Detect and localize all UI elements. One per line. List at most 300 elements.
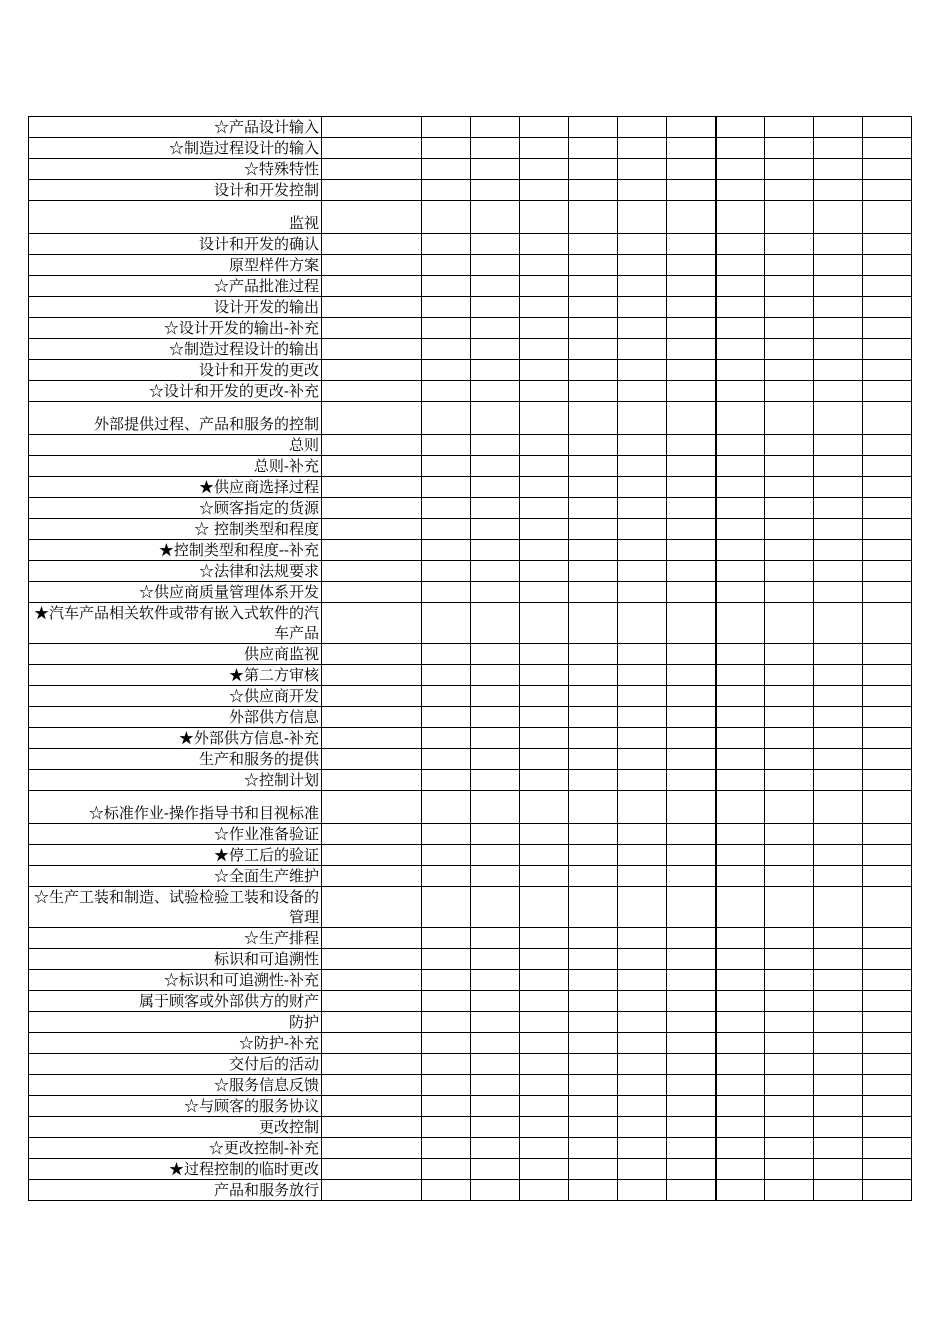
matrix-cell[interactable] xyxy=(716,435,765,456)
matrix-cell[interactable] xyxy=(618,887,667,928)
matrix-cell[interactable] xyxy=(422,686,471,707)
matrix-cell[interactable] xyxy=(716,1117,765,1138)
matrix-cell[interactable] xyxy=(765,159,814,180)
matrix-cell[interactable] xyxy=(618,686,667,707)
matrix-cell[interactable] xyxy=(814,159,863,180)
matrix-cell[interactable] xyxy=(667,1075,716,1096)
matrix-cell[interactable] xyxy=(569,665,618,686)
matrix-cell[interactable] xyxy=(765,1012,814,1033)
matrix-cell[interactable] xyxy=(716,749,765,770)
matrix-cell[interactable] xyxy=(863,561,912,582)
matrix-cell[interactable] xyxy=(471,234,520,255)
matrix-cell[interactable] xyxy=(471,138,520,159)
matrix-cell[interactable] xyxy=(422,1180,471,1201)
matrix-cell[interactable] xyxy=(814,1096,863,1117)
matrix-cell[interactable] xyxy=(667,339,716,360)
matrix-cell[interactable] xyxy=(422,540,471,561)
matrix-cell[interactable] xyxy=(765,477,814,498)
matrix-cell[interactable] xyxy=(814,991,863,1012)
matrix-cell[interactable] xyxy=(863,234,912,255)
matrix-cell[interactable] xyxy=(618,991,667,1012)
matrix-cell[interactable] xyxy=(863,728,912,749)
matrix-cell[interactable] xyxy=(569,582,618,603)
matrix-cell[interactable] xyxy=(422,456,471,477)
matrix-cell[interactable] xyxy=(765,1075,814,1096)
matrix-cell[interactable] xyxy=(667,1138,716,1159)
matrix-cell[interactable] xyxy=(422,991,471,1012)
matrix-cell[interactable] xyxy=(765,1054,814,1075)
matrix-cell[interactable] xyxy=(716,582,765,603)
matrix-cell[interactable] xyxy=(765,456,814,477)
matrix-cell[interactable] xyxy=(618,728,667,749)
matrix-cell[interactable] xyxy=(618,928,667,949)
matrix-cell[interactable] xyxy=(569,991,618,1012)
matrix-cell[interactable] xyxy=(471,1012,520,1033)
matrix-cell[interactable] xyxy=(422,297,471,318)
matrix-cell[interactable] xyxy=(520,381,569,402)
matrix-cell[interactable] xyxy=(422,561,471,582)
matrix-cell[interactable] xyxy=(814,1159,863,1180)
matrix-cell[interactable] xyxy=(569,360,618,381)
matrix-cell[interactable] xyxy=(863,318,912,339)
matrix-cell[interactable] xyxy=(765,1180,814,1201)
matrix-cell[interactable] xyxy=(520,477,569,498)
matrix-cell[interactable] xyxy=(863,749,912,770)
matrix-cell[interactable] xyxy=(716,477,765,498)
matrix-cell[interactable] xyxy=(814,970,863,991)
matrix-cell[interactable] xyxy=(863,824,912,845)
matrix-cell[interactable] xyxy=(814,477,863,498)
matrix-cell[interactable] xyxy=(618,519,667,540)
matrix-cell[interactable] xyxy=(569,887,618,928)
matrix-cell[interactable] xyxy=(716,1054,765,1075)
matrix-cell[interactable] xyxy=(322,887,422,928)
matrix-cell[interactable] xyxy=(422,519,471,540)
matrix-cell[interactable] xyxy=(422,582,471,603)
matrix-cell[interactable] xyxy=(471,1180,520,1201)
matrix-cell[interactable] xyxy=(618,1096,667,1117)
matrix-cell[interactable] xyxy=(422,276,471,297)
matrix-cell[interactable] xyxy=(569,435,618,456)
matrix-cell[interactable] xyxy=(716,887,765,928)
matrix-cell[interactable] xyxy=(471,1159,520,1180)
matrix-cell[interactable] xyxy=(569,1138,618,1159)
matrix-cell[interactable] xyxy=(814,824,863,845)
matrix-cell[interactable] xyxy=(422,234,471,255)
matrix-cell[interactable] xyxy=(322,297,422,318)
matrix-cell[interactable] xyxy=(520,234,569,255)
matrix-cell[interactable] xyxy=(814,297,863,318)
matrix-cell[interactable] xyxy=(863,1159,912,1180)
matrix-cell[interactable] xyxy=(471,255,520,276)
matrix-cell[interactable] xyxy=(765,644,814,665)
matrix-cell[interactable] xyxy=(667,791,716,824)
matrix-cell[interactable] xyxy=(569,686,618,707)
matrix-cell[interactable] xyxy=(716,339,765,360)
matrix-cell[interactable] xyxy=(863,360,912,381)
matrix-cell[interactable] xyxy=(471,665,520,686)
matrix-cell[interactable] xyxy=(322,159,422,180)
matrix-cell[interactable] xyxy=(569,928,618,949)
matrix-cell[interactable] xyxy=(520,360,569,381)
matrix-cell[interactable] xyxy=(863,276,912,297)
matrix-cell[interactable] xyxy=(422,201,471,234)
matrix-cell[interactable] xyxy=(422,970,471,991)
matrix-cell[interactable] xyxy=(520,1012,569,1033)
matrix-cell[interactable] xyxy=(422,318,471,339)
matrix-cell[interactable] xyxy=(618,381,667,402)
matrix-cell[interactable] xyxy=(814,1075,863,1096)
matrix-cell[interactable] xyxy=(618,770,667,791)
matrix-cell[interactable] xyxy=(814,887,863,928)
matrix-cell[interactable] xyxy=(618,1033,667,1054)
matrix-cell[interactable] xyxy=(765,770,814,791)
matrix-cell[interactable] xyxy=(863,180,912,201)
matrix-cell[interactable] xyxy=(765,201,814,234)
matrix-cell[interactable] xyxy=(863,928,912,949)
matrix-cell[interactable] xyxy=(422,360,471,381)
matrix-cell[interactable] xyxy=(716,180,765,201)
matrix-cell[interactable] xyxy=(814,749,863,770)
matrix-cell[interactable] xyxy=(322,117,422,138)
matrix-cell[interactable] xyxy=(814,686,863,707)
matrix-cell[interactable] xyxy=(618,498,667,519)
matrix-cell[interactable] xyxy=(322,582,422,603)
matrix-cell[interactable] xyxy=(765,970,814,991)
matrix-cell[interactable] xyxy=(814,1012,863,1033)
matrix-cell[interactable] xyxy=(716,1012,765,1033)
matrix-cell[interactable] xyxy=(471,360,520,381)
matrix-cell[interactable] xyxy=(618,949,667,970)
matrix-cell[interactable] xyxy=(618,665,667,686)
matrix-cell[interactable] xyxy=(814,1117,863,1138)
matrix-cell[interactable] xyxy=(422,1033,471,1054)
matrix-cell[interactable] xyxy=(863,1012,912,1033)
matrix-cell[interactable] xyxy=(520,180,569,201)
matrix-cell[interactable] xyxy=(618,234,667,255)
matrix-cell[interactable] xyxy=(322,234,422,255)
matrix-cell[interactable] xyxy=(716,866,765,887)
matrix-cell[interactable] xyxy=(471,887,520,928)
matrix-cell[interactable] xyxy=(471,970,520,991)
matrix-cell[interactable] xyxy=(667,1117,716,1138)
matrix-cell[interactable] xyxy=(618,1138,667,1159)
matrix-cell[interactable] xyxy=(618,1075,667,1096)
matrix-cell[interactable] xyxy=(520,1159,569,1180)
matrix-cell[interactable] xyxy=(471,1054,520,1075)
matrix-cell[interactable] xyxy=(765,949,814,970)
matrix-cell[interactable] xyxy=(569,644,618,665)
matrix-cell[interactable] xyxy=(471,1075,520,1096)
matrix-cell[interactable] xyxy=(618,138,667,159)
matrix-cell[interactable] xyxy=(667,117,716,138)
matrix-cell[interactable] xyxy=(520,456,569,477)
matrix-cell[interactable] xyxy=(716,1159,765,1180)
matrix-cell[interactable] xyxy=(716,949,765,970)
matrix-cell[interactable] xyxy=(667,1180,716,1201)
matrix-cell[interactable] xyxy=(569,845,618,866)
matrix-cell[interactable] xyxy=(863,991,912,1012)
matrix-cell[interactable] xyxy=(814,603,863,644)
matrix-cell[interactable] xyxy=(667,540,716,561)
matrix-cell[interactable] xyxy=(569,234,618,255)
matrix-cell[interactable] xyxy=(471,498,520,519)
matrix-cell[interactable] xyxy=(520,949,569,970)
matrix-cell[interactable] xyxy=(520,970,569,991)
matrix-cell[interactable] xyxy=(569,138,618,159)
matrix-cell[interactable] xyxy=(618,1180,667,1201)
matrix-cell[interactable] xyxy=(716,360,765,381)
matrix-cell[interactable] xyxy=(716,138,765,159)
matrix-cell[interactable] xyxy=(716,456,765,477)
matrix-cell[interactable] xyxy=(569,297,618,318)
matrix-cell[interactable] xyxy=(520,1180,569,1201)
matrix-cell[interactable] xyxy=(422,749,471,770)
matrix-cell[interactable] xyxy=(716,686,765,707)
matrix-cell[interactable] xyxy=(471,991,520,1012)
matrix-cell[interactable] xyxy=(814,339,863,360)
matrix-cell[interactable] xyxy=(520,749,569,770)
matrix-cell[interactable] xyxy=(422,770,471,791)
matrix-cell[interactable] xyxy=(471,117,520,138)
matrix-cell[interactable] xyxy=(471,1117,520,1138)
matrix-cell[interactable] xyxy=(765,686,814,707)
matrix-cell[interactable] xyxy=(765,318,814,339)
matrix-cell[interactable] xyxy=(863,297,912,318)
matrix-cell[interactable] xyxy=(471,949,520,970)
matrix-cell[interactable] xyxy=(667,402,716,435)
matrix-cell[interactable] xyxy=(569,201,618,234)
matrix-cell[interactable] xyxy=(471,339,520,360)
matrix-cell[interactable] xyxy=(422,1138,471,1159)
matrix-cell[interactable] xyxy=(422,728,471,749)
matrix-cell[interactable] xyxy=(422,180,471,201)
matrix-cell[interactable] xyxy=(471,561,520,582)
matrix-cell[interactable] xyxy=(814,561,863,582)
matrix-cell[interactable] xyxy=(569,540,618,561)
matrix-cell[interactable] xyxy=(322,255,422,276)
matrix-cell[interactable] xyxy=(569,1159,618,1180)
matrix-cell[interactable] xyxy=(520,1075,569,1096)
matrix-cell[interactable] xyxy=(618,318,667,339)
matrix-cell[interactable] xyxy=(569,159,618,180)
matrix-cell[interactable] xyxy=(322,770,422,791)
matrix-cell[interactable] xyxy=(569,1054,618,1075)
matrix-cell[interactable] xyxy=(716,402,765,435)
matrix-cell[interactable] xyxy=(765,749,814,770)
matrix-cell[interactable] xyxy=(863,255,912,276)
matrix-cell[interactable] xyxy=(520,1096,569,1117)
matrix-cell[interactable] xyxy=(322,498,422,519)
matrix-cell[interactable] xyxy=(765,791,814,824)
matrix-cell[interactable] xyxy=(765,435,814,456)
matrix-cell[interactable] xyxy=(422,887,471,928)
matrix-cell[interactable] xyxy=(520,866,569,887)
matrix-cell[interactable] xyxy=(667,665,716,686)
matrix-cell[interactable] xyxy=(569,749,618,770)
matrix-cell[interactable] xyxy=(471,582,520,603)
matrix-cell[interactable] xyxy=(667,1096,716,1117)
matrix-cell[interactable] xyxy=(322,477,422,498)
matrix-cell[interactable] xyxy=(422,159,471,180)
matrix-cell[interactable] xyxy=(863,707,912,728)
matrix-cell[interactable] xyxy=(322,318,422,339)
matrix-cell[interactable] xyxy=(863,949,912,970)
matrix-cell[interactable] xyxy=(520,644,569,665)
matrix-cell[interactable] xyxy=(422,138,471,159)
matrix-cell[interactable] xyxy=(618,117,667,138)
matrix-cell[interactable] xyxy=(765,561,814,582)
matrix-cell[interactable] xyxy=(520,728,569,749)
matrix-cell[interactable] xyxy=(322,1159,422,1180)
matrix-cell[interactable] xyxy=(471,1096,520,1117)
matrix-cell[interactable] xyxy=(863,1096,912,1117)
matrix-cell[interactable] xyxy=(569,603,618,644)
matrix-cell[interactable] xyxy=(322,402,422,435)
matrix-cell[interactable] xyxy=(422,255,471,276)
matrix-cell[interactable] xyxy=(618,749,667,770)
matrix-cell[interactable] xyxy=(618,603,667,644)
matrix-cell[interactable] xyxy=(716,770,765,791)
matrix-cell[interactable] xyxy=(863,339,912,360)
matrix-cell[interactable] xyxy=(471,686,520,707)
matrix-cell[interactable] xyxy=(322,1096,422,1117)
matrix-cell[interactable] xyxy=(863,1117,912,1138)
matrix-cell[interactable] xyxy=(322,435,422,456)
matrix-cell[interactable] xyxy=(322,845,422,866)
matrix-cell[interactable] xyxy=(618,297,667,318)
matrix-cell[interactable] xyxy=(322,180,422,201)
matrix-cell[interactable] xyxy=(863,381,912,402)
matrix-cell[interactable] xyxy=(814,318,863,339)
matrix-cell[interactable] xyxy=(569,339,618,360)
matrix-cell[interactable] xyxy=(569,1033,618,1054)
matrix-cell[interactable] xyxy=(716,1096,765,1117)
matrix-cell[interactable] xyxy=(863,644,912,665)
matrix-cell[interactable] xyxy=(569,1075,618,1096)
matrix-cell[interactable] xyxy=(569,970,618,991)
matrix-cell[interactable] xyxy=(322,561,422,582)
matrix-cell[interactable] xyxy=(716,928,765,949)
matrix-cell[interactable] xyxy=(471,276,520,297)
matrix-cell[interactable] xyxy=(618,402,667,435)
matrix-cell[interactable] xyxy=(569,381,618,402)
matrix-cell[interactable] xyxy=(471,928,520,949)
matrix-cell[interactable] xyxy=(716,318,765,339)
matrix-cell[interactable] xyxy=(322,665,422,686)
matrix-cell[interactable] xyxy=(667,297,716,318)
matrix-cell[interactable] xyxy=(520,498,569,519)
matrix-cell[interactable] xyxy=(322,728,422,749)
matrix-cell[interactable] xyxy=(667,276,716,297)
matrix-cell[interactable] xyxy=(618,180,667,201)
matrix-cell[interactable] xyxy=(520,991,569,1012)
matrix-cell[interactable] xyxy=(863,1138,912,1159)
matrix-cell[interactable] xyxy=(863,498,912,519)
matrix-cell[interactable] xyxy=(667,519,716,540)
matrix-cell[interactable] xyxy=(814,519,863,540)
matrix-cell[interactable] xyxy=(520,770,569,791)
matrix-cell[interactable] xyxy=(667,866,716,887)
matrix-cell[interactable] xyxy=(667,1054,716,1075)
matrix-cell[interactable] xyxy=(618,845,667,866)
matrix-cell[interactable] xyxy=(322,866,422,887)
matrix-cell[interactable] xyxy=(814,180,863,201)
matrix-cell[interactable] xyxy=(322,1117,422,1138)
matrix-cell[interactable] xyxy=(322,791,422,824)
matrix-cell[interactable] xyxy=(863,456,912,477)
matrix-cell[interactable] xyxy=(667,435,716,456)
matrix-cell[interactable] xyxy=(765,582,814,603)
matrix-cell[interactable] xyxy=(422,707,471,728)
matrix-cell[interactable] xyxy=(667,1012,716,1033)
matrix-cell[interactable] xyxy=(667,381,716,402)
matrix-cell[interactable] xyxy=(322,1012,422,1033)
matrix-cell[interactable] xyxy=(814,791,863,824)
matrix-cell[interactable] xyxy=(765,540,814,561)
matrix-cell[interactable] xyxy=(814,540,863,561)
matrix-cell[interactable] xyxy=(814,381,863,402)
matrix-cell[interactable] xyxy=(422,1159,471,1180)
matrix-cell[interactable] xyxy=(716,561,765,582)
matrix-cell[interactable] xyxy=(520,297,569,318)
matrix-cell[interactable] xyxy=(618,159,667,180)
matrix-cell[interactable] xyxy=(422,1054,471,1075)
matrix-cell[interactable] xyxy=(422,928,471,949)
matrix-cell[interactable] xyxy=(422,117,471,138)
matrix-cell[interactable] xyxy=(863,1054,912,1075)
matrix-cell[interactable] xyxy=(471,297,520,318)
matrix-cell[interactable] xyxy=(618,477,667,498)
matrix-cell[interactable] xyxy=(765,519,814,540)
matrix-cell[interactable] xyxy=(814,707,863,728)
matrix-cell[interactable] xyxy=(863,1180,912,1201)
matrix-cell[interactable] xyxy=(667,824,716,845)
matrix-cell[interactable] xyxy=(716,1075,765,1096)
matrix-cell[interactable] xyxy=(569,519,618,540)
matrix-cell[interactable] xyxy=(814,949,863,970)
matrix-cell[interactable] xyxy=(422,791,471,824)
matrix-cell[interactable] xyxy=(618,707,667,728)
matrix-cell[interactable] xyxy=(520,707,569,728)
matrix-cell[interactable] xyxy=(422,866,471,887)
matrix-cell[interactable] xyxy=(814,582,863,603)
matrix-cell[interactable] xyxy=(765,665,814,686)
matrix-cell[interactable] xyxy=(520,928,569,949)
matrix-cell[interactable] xyxy=(765,1117,814,1138)
matrix-cell[interactable] xyxy=(422,435,471,456)
matrix-cell[interactable] xyxy=(814,845,863,866)
matrix-cell[interactable] xyxy=(322,949,422,970)
matrix-cell[interactable] xyxy=(618,582,667,603)
matrix-cell[interactable] xyxy=(520,201,569,234)
matrix-cell[interactable] xyxy=(322,519,422,540)
matrix-cell[interactable] xyxy=(618,201,667,234)
matrix-cell[interactable] xyxy=(716,707,765,728)
matrix-cell[interactable] xyxy=(520,582,569,603)
matrix-cell[interactable] xyxy=(520,791,569,824)
matrix-cell[interactable] xyxy=(322,1033,422,1054)
matrix-cell[interactable] xyxy=(569,728,618,749)
matrix-cell[interactable] xyxy=(667,644,716,665)
matrix-cell[interactable] xyxy=(863,686,912,707)
matrix-cell[interactable] xyxy=(667,477,716,498)
matrix-cell[interactable] xyxy=(471,477,520,498)
matrix-cell[interactable] xyxy=(716,117,765,138)
matrix-cell[interactable] xyxy=(618,1054,667,1075)
matrix-cell[interactable] xyxy=(716,381,765,402)
matrix-cell[interactable] xyxy=(322,138,422,159)
